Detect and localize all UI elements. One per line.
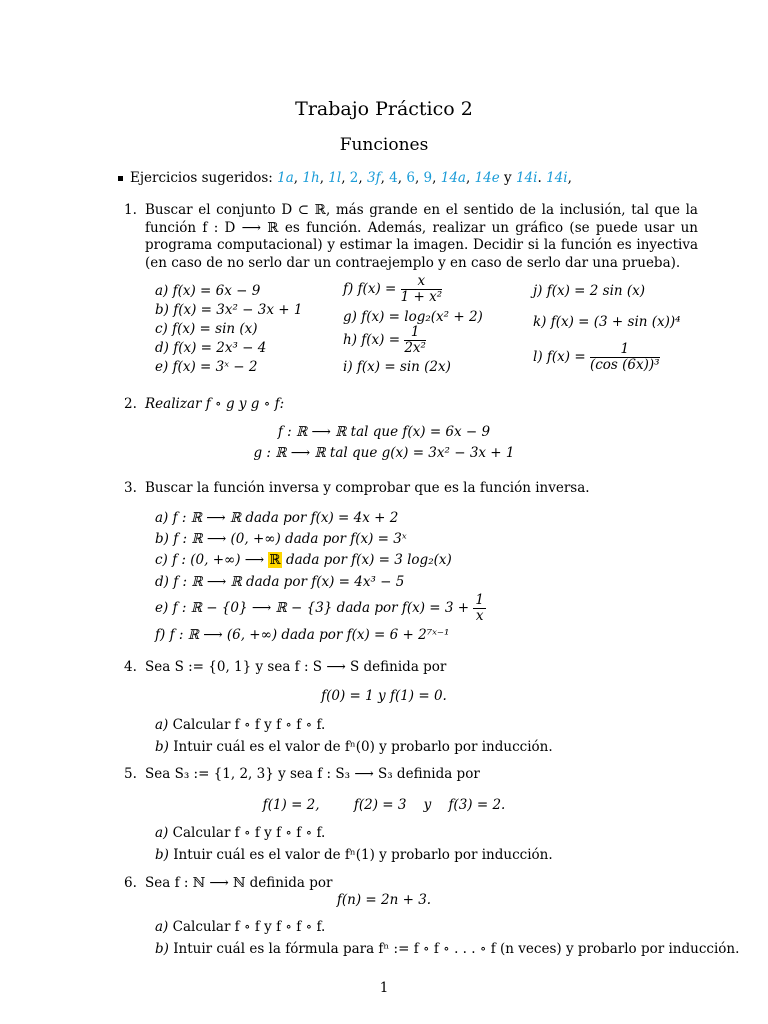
exercise-text: Sea S := {0, 1} y sea f : S ⟶ S definida por [145,659,447,675]
exercise-text: Sea S₃ := {1, 2, 3} y sea f : S₃ ⟶ S₃ definida por [145,766,480,782]
exercise-text: Buscar la función inversa y comprobar que es la función inversa. [145,480,590,496]
ex1-item-j: j) f(x) = 2 sin (x) [533,283,646,299]
highlighted-symbol: ℝ [269,552,281,568]
suggested-exercises: Ejercicios sugeridos: 1a, 1h, 1l, 2, 3f, 4, 6, 9, 14a, 14e y 14i. 14i, [130,170,572,186]
exercise-number: 1. [124,202,137,218]
ex1-item-c: c) f(x) = sin (x) [155,321,258,337]
page-title: Trabajo Práctico 2 [295,98,473,120]
ex5-item-a: a) Calcular f ∘ f y f ∘ f ∘ f. [155,825,326,841]
exercise-link[interactable]: 1l [328,170,342,186]
page-number: 1 [379,980,389,996]
ex6-equation: f(n) = 2n + 3. [336,892,432,908]
ex4-item-b: b) Intuir cuál es el valor de fⁿ(0) y probarlo por inducción. [155,739,553,755]
exercise-link[interactable]: 2 [349,170,359,186]
ex1-item-d: d) f(x) = 2x³ − 4 [155,340,267,356]
ex6-item-b: b) Intuir cuál es la fórmula para fⁿ := f ∘ f ∘ . . . ∘ f (n veces) y probarlo por inducción. [155,941,740,957]
bullet-icon [118,176,123,181]
exercise-link[interactable]: 14e [474,170,500,186]
suggested-prefix: Ejercicios sugeridos: [130,170,273,186]
ex5-equation: f(1) = 2, f(2) = 3 y f(3) = 2. [262,797,506,813]
ex3-item-e: e) f : ℝ − {0} ⟶ ℝ − {3} dada por f(x) = 3 + $\frac{1}{x}$ [155,592,484,624]
exercise-number: 6. [124,875,137,891]
exercise-link[interactable]: 14i [515,170,538,186]
ex6-item-a: a) Calcular f ∘ f y f ∘ f ∘ f. [155,919,326,935]
exercise-6 [124,875,698,893]
fraction: $\frac{1}{\text{(cos (6x))³}}$ [589,341,660,373]
exercise-text: Sea f : ℕ ⟶ ℕ definida por [145,875,333,891]
ex1-item-f: f) f(x) = $\frac{x}{\text{1 + x²}}$ [343,273,443,305]
exercise-link[interactable]: 14a [440,170,466,186]
exercise-4 [124,659,698,677]
fraction: $\frac{x}{\text{1 + x²}}$ [400,273,443,305]
ex1-item-h: h) f(x) = $\frac{1}{\text{2x²}}$ [343,324,426,356]
fraction: $\frac{1}{x}$ [475,592,484,624]
ex4-item-a: a) Calcular f ∘ f y f ∘ f ∘ f. [155,717,326,733]
ex1-item-k: k) f(x) = (3 + sin (x))⁴ [533,314,681,330]
ex5-item-b: b) Intuir cuál es el valor de fⁿ(1) y probarlo por inducción. [155,847,553,863]
exercise-link[interactable]: 6 [406,170,415,186]
ex1-item-i: i) f(x) = sin (2x) [343,359,451,375]
ex3-item-a: a) f : ℝ ⟶ ℝ dada por f(x) = 4x + 2 [155,510,399,526]
exercise-link[interactable]: 1h [302,170,320,186]
ex2-equation-2: g : ℝ ⟶ ℝ tal que g(x) = 3x² − 3x + 1 [253,445,515,461]
ex3-item-b: b) f : ℝ ⟶ (0, +∞) dada por f(x) = 3ˣ [155,531,407,547]
ex1-item-e: e) f(x) = 3ˣ − 2 [155,359,258,375]
exercise-link[interactable]: 4 [389,170,398,186]
exercise-number: 2. [124,396,137,412]
ex3-item-f: f) f : ℝ ⟶ (6, +∞) dada por f(x) = 6 + 2⁷ˣ⁻¹ [155,627,450,643]
exercise-number: 3. [124,480,137,496]
ex3-item-c: c) f : (0, +∞) ⟶ ℝ dada por f(x) = 3 log₂(x) [155,552,452,568]
fraction: $\frac{1}{\text{2x²}}$ [404,324,426,356]
ex2-equation-1: f : ℝ ⟶ ℝ tal que f(x) = 6x − 9 [277,424,491,440]
ex1-item-l: l) f(x) = $\frac{1}{\text{(cos (6x))³}}$ [533,341,660,373]
ex1-item-a: a) f(x) = 6x − 9 [155,283,261,299]
ex1-item-g: g) f(x) = log₂(x² + 2) [343,309,483,325]
exercise-1 [124,202,698,272]
exercise-number: 5. [124,766,137,782]
exercise-2 [124,396,698,414]
exercise-link[interactable]: 1a [277,170,294,186]
ex4-equation: f(0) = 1 y f(1) = 0. [321,688,447,704]
ex3-item-d: d) f : ℝ ⟶ ℝ dada por f(x) = 4x³ − 5 [155,574,405,590]
ex1-item-b: b) f(x) = 3x² − 3x + 1 [155,302,303,318]
exercise-number: 4. [124,659,137,675]
exercise-link[interactable]: 14i [546,170,568,186]
exercise-text: Buscar el conjunto D ⊂ ℝ, más grande en el sentido de la inclusión, tal que la función f : D ⟶ ℝ es función. Además, realizar un gráfico (se puede usar un programa computacional) y estimar la imagen. Decidir si la función es inyectiva (en caso de no serlo dar un contraejemplo y en caso de serlo dar una prueba). [145,202,698,271]
exercise-text: Realizar f ∘ g y g ∘ f: [145,396,285,412]
suggested-connector: y [504,170,512,186]
exercise-link[interactable]: 3f [366,170,381,186]
exercise-5 [124,766,698,784]
exercise-3 [124,480,698,498]
exercise-link[interactable]: 9 [423,170,433,186]
page-subtitle: Funciones [339,135,429,155]
